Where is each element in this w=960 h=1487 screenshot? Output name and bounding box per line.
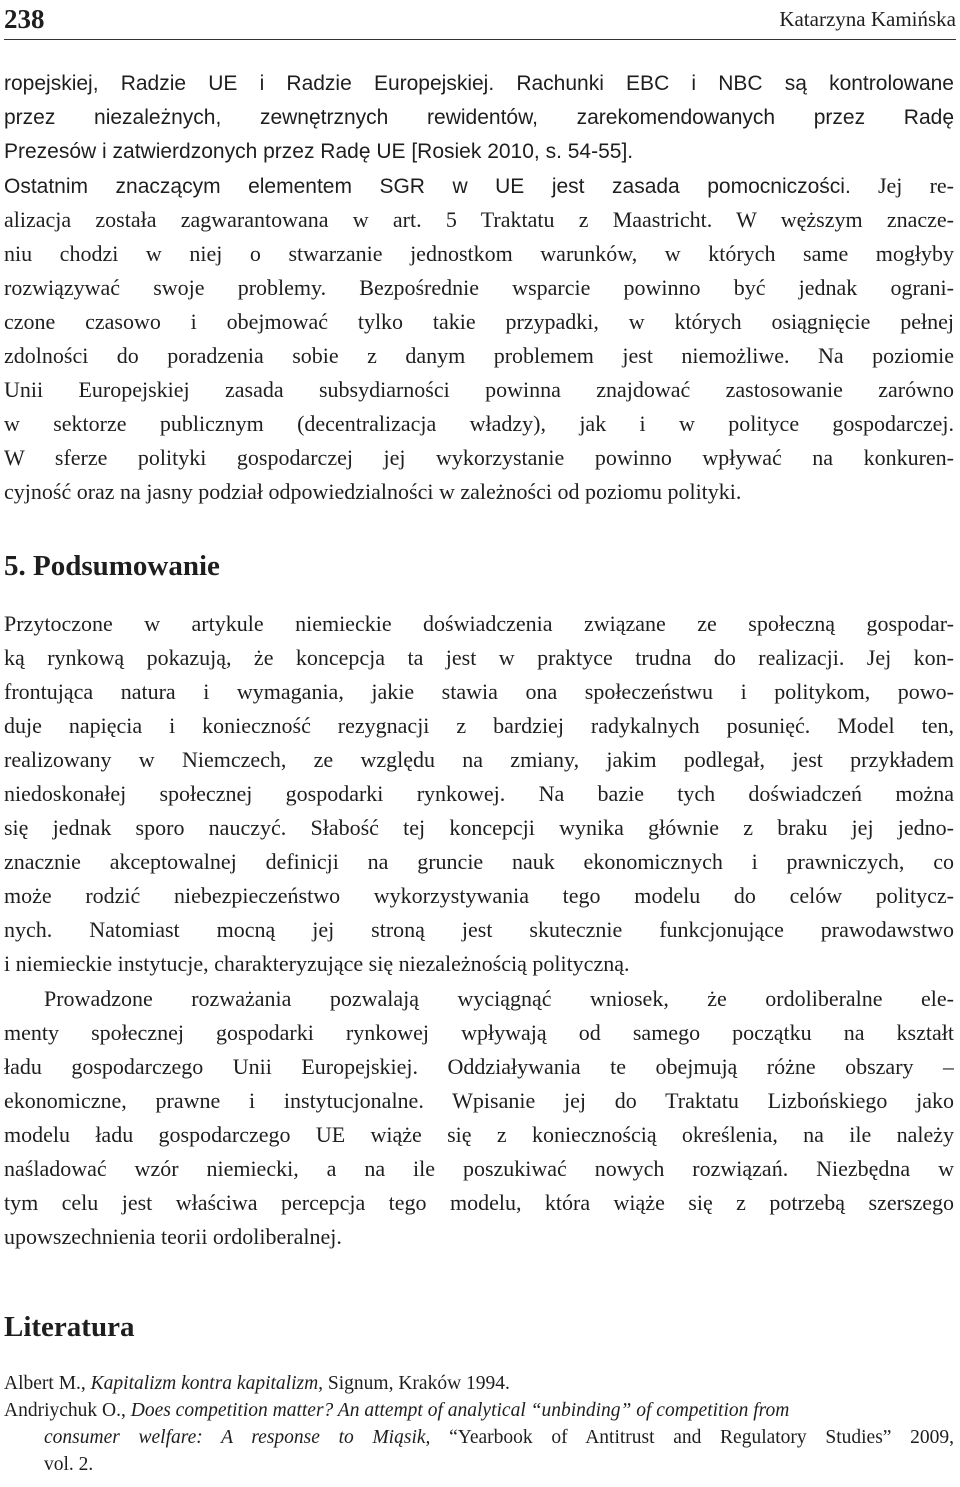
text-line: duje napięcia i konieczność rezygnacji z bardziej radykalnych posunięć. Model ten, — [4, 713, 954, 738]
text-line: ropejskiej, Radzie UE i Radzie Europejskiej. Rachunki EBC i NBC są kontrolowane — [4, 72, 954, 95]
running-head-author: Katarzyna Kamińska — [779, 7, 956, 31]
reference-continuation: vol. 2. — [44, 1454, 94, 1475]
text-line: przez niezależnych, zewnętrznych rewidentów, zarekomendowanych przez Radę — [4, 106, 954, 129]
text-segment: Jej re- — [877, 173, 954, 198]
reference-publisher: Signum, Kraków 1994. — [327, 1373, 510, 1394]
text-line: W sferze polityki gospodarczej jej wykorzystanie powinno wpływać na konkuren- — [4, 445, 954, 470]
paragraph-summary-2 — [4, 982, 954, 1254]
text-line: tym celu jest właściwa percepcja tego modelu, która wiąże się z potrzebą szerszego — [4, 1190, 954, 1215]
text-line: Unii Europejskiej zasada subsydiarności powinna znajdować zastosowanie zarówno — [4, 377, 954, 402]
text-line: upowszechnienia teorii ordoliberalnej. — [4, 1224, 342, 1249]
text-line: znacznie akceptowalnej definicji na gruncie nauk ekonomicznych i prawniczych, co — [4, 849, 954, 874]
text-line: może rodzić niebezpieczeństwo wykorzystywania tego modelu do celów politycz- — [4, 883, 954, 908]
reference-title: consumer welfare: A response to Miąsik, — [44, 1427, 431, 1448]
text-line: rozwiązywać swoje problemy. Bezpośrednie wsparcie powinno być jednak ograni- — [4, 275, 954, 300]
text-segment: Ostatnim znaczącym elementem SGR w UE jest zasada pomocniczości. — [4, 175, 851, 198]
text-line: ładu gospodarczego Unii Europejskiej. Oddziaływania te obejmują różne obszary – — [4, 1054, 954, 1079]
text-line: ką rynkową pokazują, że koncepcja ta jest w praktyce trudna do realizacji. Jej kon- — [4, 645, 954, 670]
text-line: i niemieckie instytucje, charakteryzujące się niezależnością polityczną. — [4, 951, 630, 976]
section-heading-literature: Literatura — [4, 1311, 135, 1343]
reference-item — [4, 1370, 954, 1397]
paragraph-subsidiarity — [4, 67, 954, 509]
text-line: Przytoczone w artykule niemieckie doświadczenia związane ze społeczną gospodar- — [4, 611, 954, 636]
reference-author: Andriychuk O., — [4, 1400, 126, 1421]
section-heading-summary: 5. Podsumowanie — [4, 550, 220, 582]
reference-continuation — [4, 1424, 954, 1451]
text-line: Prowadzone rozważania pozwalają wyciągnąć wniosek, że ordoliberalne ele- — [44, 986, 954, 1011]
text-line: czone czasowo i obejmować tylko takie przypadki, w których osiągnięcie pełnej — [4, 309, 954, 334]
reference-author: Albert M., — [4, 1373, 86, 1394]
header-rule — [4, 39, 956, 40]
text-line: menty społecznej gospodarki rynkowej wpływają od samego początku na kształt — [4, 1020, 954, 1045]
text-line: zdolności do poradzenia sobie z danym problemem jest niemożliwe. Na poziomie — [4, 343, 954, 368]
text-line: frontująca natura i wymagania, jakie stawia ona społeczeństwu i politykom, powo- — [4, 679, 954, 704]
text-line: Prezesów i zatwierdzonych przez Radę UE [Rosiek 2010, s. 54-55]. — [4, 140, 634, 163]
reference-list — [4, 1370, 954, 1478]
reference-item — [4, 1397, 954, 1478]
text-line — [4, 169, 954, 203]
text-line: w sektorze publicznym (decentralizacja władzy), jak i w polityce gospodarczej. — [4, 411, 954, 436]
text-line: nych. Natomiast mocną jej stroną jest skutecznie funkcjonujące prawodawstwo — [4, 917, 954, 942]
text-line: cyjność oraz na jasny podział odpowiedzialności w zależności od poziomu polityki. — [4, 479, 742, 504]
reference-journal: “Yearbook of Antitrust and Regulatory Studies” 2009, — [449, 1427, 954, 1448]
text-line: realizowany w Niemczech, ze względu na zmiany, jakim podlegał, jest przykładem — [4, 747, 954, 772]
text-line: modelu ładu gospodarczego UE wiąże się z koniecznością określenia, na ile należy — [4, 1122, 954, 1147]
page-header — [4, 2, 956, 38]
text-line: niedoskonałej społecznej gospodarki rynkowej. Na bazie tych doświadczeń można — [4, 781, 954, 806]
paragraph-summary-1 — [4, 607, 954, 981]
text-line: naśladować wzór niemiecki, a na ile poszukiwać nowych rozwiązań. Niezbędna w — [4, 1156, 954, 1181]
page-number: 238 — [4, 4, 45, 34]
text-line: niu chodzi w niej o stwarzanie jednostkom warunków, w których same mogłyby — [4, 241, 954, 266]
reference-title: Kapitalizm kontra kapitalizm, — [90, 1373, 324, 1394]
reference-title: Does competition matter? An attempt of analytical “unbinding” of competition from — [130, 1400, 790, 1421]
text-line: się jednak sporo nauczyć. Słabość tej koncepcji wynika głównie z braku jej jedno- — [4, 815, 954, 840]
text-line: alizacja została zagwarantowana w art. 5 Traktatu z Maastricht. W węższym znacze- — [4, 207, 954, 232]
text-line: ekonomiczne, prawne i instytucjonalne. Wpisanie jej do Traktatu Lizbońskiego jako — [4, 1088, 954, 1113]
